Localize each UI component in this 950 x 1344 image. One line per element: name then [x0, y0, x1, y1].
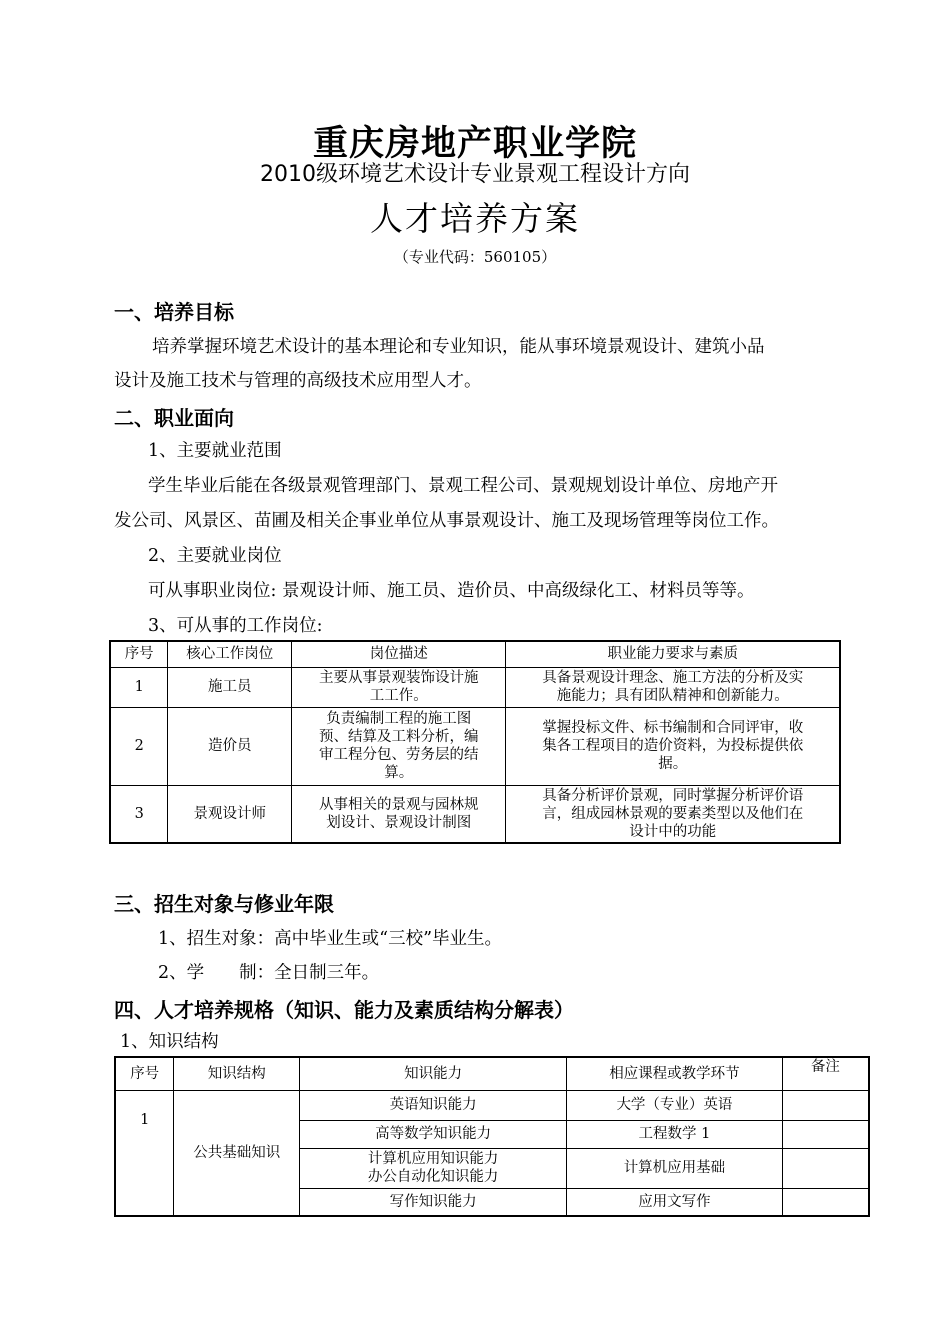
ability-cell: 写作知识能力 — [300, 1188, 567, 1216]
desc-line: 审工程分包、劳务层的结 — [318, 747, 479, 763]
post-name: 造价员 — [168, 707, 292, 785]
note-cell — [782, 1188, 869, 1216]
req-line: 据。 — [658, 756, 688, 772]
row-number: 1 — [110, 667, 168, 707]
course-cell: 应用文写作 — [567, 1188, 782, 1216]
table-header-row — [115, 1057, 869, 1090]
req-line: 具备景观设计理念、施工方法的分析及实 — [542, 670, 804, 686]
header-cell: 备注 — [782, 1057, 869, 1090]
ability-cell: 高等数学知识能力 — [300, 1120, 567, 1148]
header-cell: 序号 — [110, 641, 168, 667]
ability-line: 办公自动化知识能力 — [367, 1169, 499, 1185]
section-2-sub-1: 1、主要就业范围 — [148, 441, 282, 461]
section-2-sub-2: 2、主要就业岗位 — [148, 546, 282, 566]
job-post-table — [109, 640, 841, 844]
section-2-para-1a: 学生毕业后能在各级景观管理部门、景观工程公司、景观规划设计单位、房地产开 — [148, 476, 778, 496]
group-number: 1 — [115, 1090, 174, 1216]
req-line: 设计中的功能 — [629, 823, 717, 840]
desc-line: 划设计、景观设计制图 — [326, 814, 472, 831]
post-requirement — [506, 667, 840, 707]
table-row — [115, 1090, 869, 1120]
section-1-heading: 一、培养目标 — [114, 300, 234, 324]
post-description — [292, 785, 506, 843]
section-3-item-2: 2、学 制：全日制三年。 — [158, 963, 380, 983]
post-description — [292, 707, 506, 785]
desc-line: 从事相关的景观与园林规 — [318, 796, 479, 813]
note-cell — [782, 1120, 869, 1148]
ability-cell: 英语知识能力 — [300, 1090, 567, 1120]
program-title: 2010级环境艺术设计专业景观工程设计方向 — [260, 162, 690, 187]
major-code: （专业代码：560105） — [393, 248, 557, 266]
post-requirement — [506, 707, 840, 785]
ability-line: 计算机应用知识能力 — [367, 1151, 499, 1167]
school-title: 重庆房地产职业学院 — [312, 124, 637, 164]
table-row — [110, 667, 840, 707]
table-header-row — [110, 641, 840, 667]
post-requirement — [506, 785, 840, 843]
ability-cell — [300, 1148, 567, 1188]
knowledge-structure-table — [114, 1056, 870, 1217]
course-cell: 大学（专业）英语 — [567, 1090, 782, 1120]
req-line: 掌握投标文件、标书编制和合同评审，收 — [542, 720, 804, 736]
header-cell: 核心工作岗位 — [168, 641, 292, 667]
req-line: 具备分析评价景观，同时掌握分析评价语 — [542, 787, 804, 804]
header-cell: 相应课程或教学环节 — [567, 1057, 782, 1090]
section-3-heading: 三、招生对象与修业年限 — [114, 892, 334, 916]
post-name: 施工员 — [168, 667, 292, 707]
post-description — [292, 667, 506, 707]
header-cell: 知识结构 — [174, 1057, 300, 1090]
header-cell: 知识能力 — [300, 1057, 567, 1090]
section-2-para-1b: 发公司、风景区、苗圃及相关企事业单位从事景观设计、施工及现场管理等岗位工作。 — [114, 511, 779, 531]
req-line: 集各工程项目的造价资料，为投标提供依 — [542, 738, 804, 754]
desc-line: 工工作。 — [369, 688, 428, 704]
section-4-sub-1: 1、知识结构 — [120, 1032, 219, 1052]
desc-line: 主要从事景观装饰设计施 — [318, 670, 479, 686]
req-line: 言，组成园林景观的要素类型以及他们在 — [542, 805, 804, 822]
note-cell — [782, 1090, 869, 1120]
row-number: 3 — [110, 785, 168, 843]
header-cell: 职业能力要求与素质 — [506, 641, 840, 667]
course-cell: 计算机应用基础 — [567, 1148, 782, 1188]
note-cell — [782, 1148, 869, 1188]
section-2-sub-3: 3、可从事的工作岗位: — [148, 616, 323, 636]
header-cell: 序号 — [115, 1057, 174, 1090]
section-4-heading: 四、人才培养规格（知识、能力及素质结构分解表） — [114, 998, 574, 1022]
section-1-line-2: 设计及施工技术与管理的高级技术应用型人才。 — [114, 371, 482, 391]
section-3-item-1: 1、招生对象：高中毕业生或“三校”毕业生。 — [158, 929, 503, 949]
desc-line: 预、结算及工料分析，编 — [318, 729, 479, 745]
group-structure: 公共基础知识 — [174, 1090, 300, 1216]
req-line: 施能力；具有团队精神和创新能力。 — [556, 688, 789, 704]
plan-title: 人才培养方案 — [370, 199, 580, 238]
section-2-para-2: 可从事职业岗位: 景观设计师、施工员、造价员、中高级绿化工、材料员等等。 — [148, 581, 755, 601]
desc-line: 算。 — [384, 765, 414, 781]
desc-line: 负责编制工程的施工图 — [326, 711, 472, 727]
row-number: 2 — [110, 707, 168, 785]
section-1-line-1: 培养掌握环境艺术设计的基本理论和专业知识，能从事环境景观设计、建筑小品 — [152, 337, 765, 357]
section-2-heading: 二、职业面向 — [114, 406, 234, 430]
course-cell: 工程数学 1 — [567, 1120, 782, 1148]
post-name: 景观设计师 — [168, 785, 292, 843]
table-row — [110, 785, 840, 843]
header-cell: 岗位描述 — [292, 641, 506, 667]
table-row — [110, 707, 840, 785]
